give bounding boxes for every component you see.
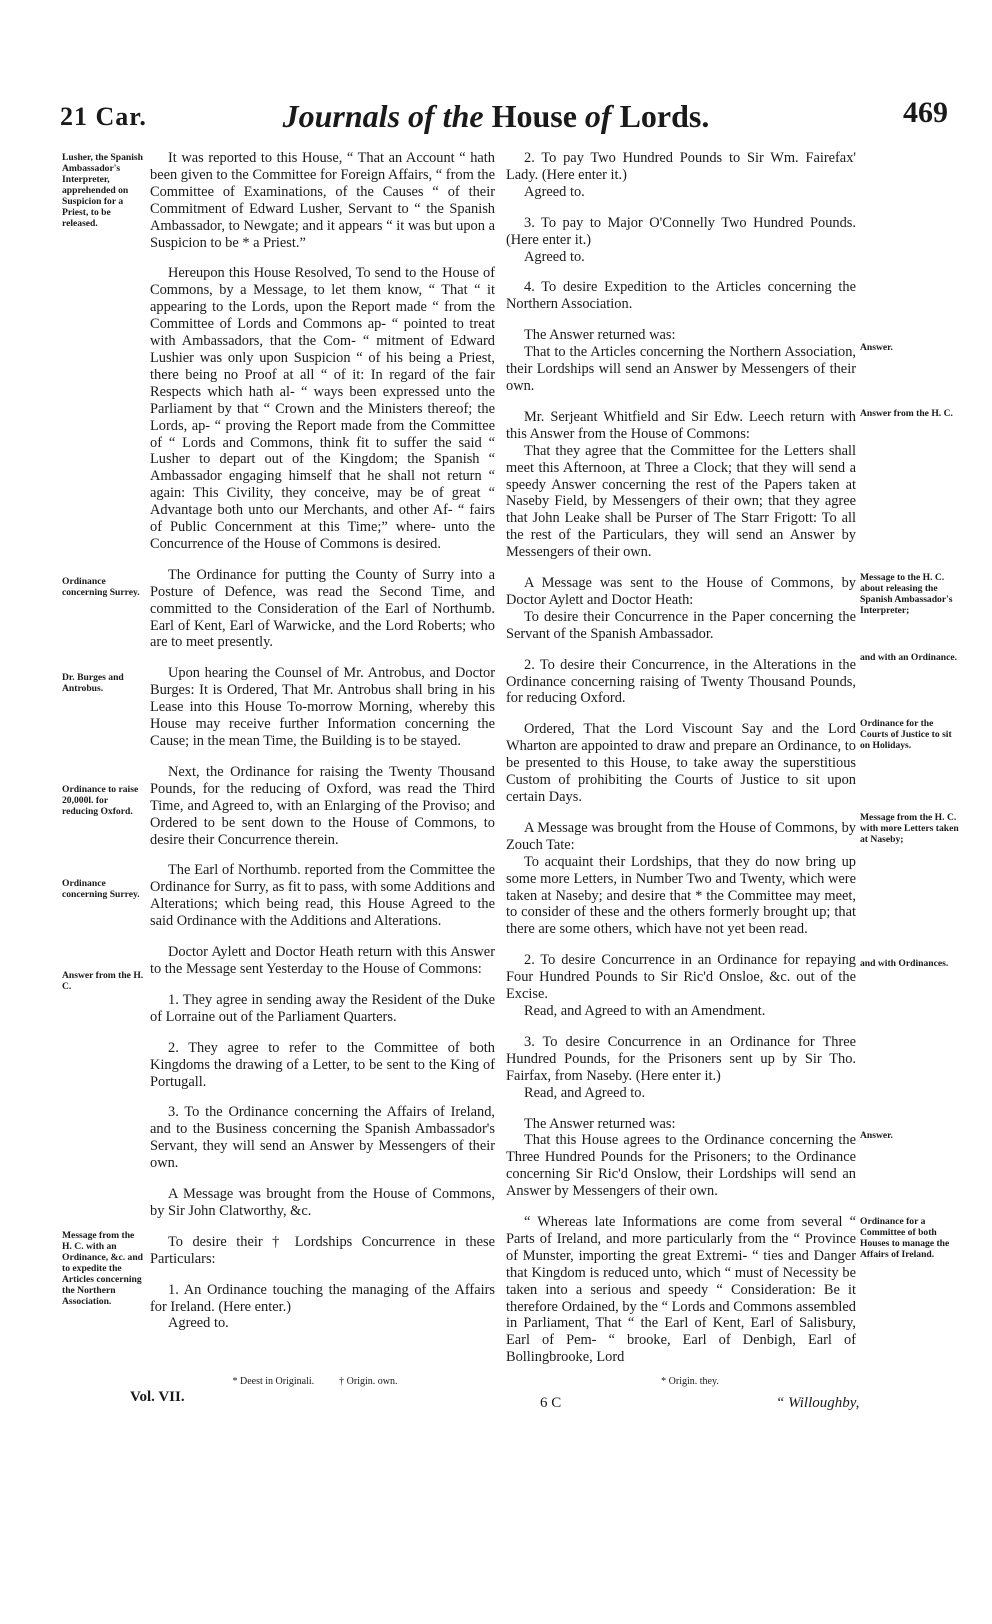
paragraph: Ordered, That the Lord Viscount Say and the Lord Wharton are appointed to draw and prepare an Ordinance, to be presented to this House, to take away the superstitious Custom of prohibiting the Courts of Justice to sit upon certain Days. xyxy=(506,721,856,805)
paragraph: Doctor Aylett and Doctor Heath return with this Answer to the Message sent Yesterday to the House of Commons: xyxy=(150,944,495,977)
paragraph: A Message was brought from the House of Commons, by Sir John Clatworthy, &c. xyxy=(150,1186,495,1219)
paragraph: Next, the Ordinance for raising the Twenty Thousand Pounds, for the reducing of Oxford, was read the Third Time, and Agreed to, with an Enlarging of the Proviso; and Ordered to be sent down to the House of Commons, to desire their Concurrence therein. xyxy=(150,763,495,848)
paragraph: 3. To pay to Major O'Connelly Two Hundred Pounds. (Here enter it.) xyxy=(506,214,856,248)
title-of-the: of the xyxy=(400,98,492,134)
title-journals: Journals xyxy=(282,98,401,134)
footer-left xyxy=(130,1376,500,1406)
margin-note: Message from the H. C. with an Ordinance, &c. and to expedite the Articles concerning the Northern Association. xyxy=(62,1230,144,1307)
paragraph: Upon hearing the Counsel of Mr. Antrobus, and Doctor Burges: It is Ordered, That Mr. Antrobus shall bring in his Lease into this House To-morrow Morning, whereby this House may receive further Information concerning the Cause; in the mean Time, the Building is to be stayed. xyxy=(150,665,495,749)
paragraph: That to the Articles concerning the Northern Association, their Lordships will send an Answer by Messengers of their own. xyxy=(506,344,856,394)
paragraph: The Ordinance for putting the County of Surry into a Posture of Defence, was read the Second Time, and committed to the Consideration of the Earl of Northumb. Earl of Kent, Earl of Warwicke, and the Lord Roberts; who are to meet presently. xyxy=(150,566,495,651)
paragraph: The Earl of Northumb. reported from the Committee the Ordinance for Surry, as fit to pass, with some Additions and Alterations; which being read, this House Agreed to the said Ordinance with the Additions and Alterations. xyxy=(150,862,495,930)
footnote-1: * Deest in Originali. xyxy=(232,1376,315,1387)
paragraph: 3. To desire Concurrence in an Ordinance for Three Hundred Pounds, for the Prisoners sent up by Sir Tho. Fairfax, from Naseby. (Here enter it.) xyxy=(506,1033,856,1084)
margin-note: Dr. Burges and Antrobus. xyxy=(62,672,124,694)
paragraph: The Answer returned was: xyxy=(524,1115,676,1132)
paragraph: 2. To desire Concurrence in an Ordinance for repaying Four Hundred Pounds to Sir Ric'd Onsloe, &c. out of the Excise. xyxy=(506,952,856,1003)
right-column xyxy=(506,150,856,1380)
running-title xyxy=(0,98,992,135)
footnote-2: † Origin. own. xyxy=(339,1376,398,1387)
margin-note: Lusher, the Spanish Ambassador's Interpreter, apprehended on Suspicion for a Priest, to be released. xyxy=(62,152,143,229)
paragraph: Read, and Agreed to. xyxy=(524,1084,646,1101)
margin-note: and with an Ordinance. xyxy=(860,652,958,663)
margin-note: Ordinance to raise 20,000l. for reducing Oxford. xyxy=(62,784,139,817)
title-house: House xyxy=(491,98,577,134)
margin-note: Ordinance for a Committee of both Houses to manage the Affairs of Ireland. xyxy=(860,1216,950,1260)
paragraph: The Answer returned was: xyxy=(524,327,676,344)
paragraph: 2. To pay Two Hundred Pounds to Sir Wm. Fairefax' Lady. (Here enter it.) xyxy=(506,150,856,183)
paragraph: That they agree that the Committee for the Letters shall meet this Afternoon, at Three a Clock; that they will send a speedy Answer concerning the rest of the Papers taken at Naseby Field, by Messengers of their own; that they agree that John Leake shall be Purser of The Starr Frigott: To all the rest of the Particulars, they will send an Answer by Messengers of their own. xyxy=(506,442,856,561)
title-of: of xyxy=(576,98,620,134)
paragraph: That this House agrees to the Ordinance concerning the Three Hundred Pounds for the Prisoners; to the Ordinance concerning Sir Ric'd Onslow, their Lordships will send an Answer by Messengers of their own. xyxy=(506,1132,856,1200)
paragraph: 3. To the Ordinance concerning the Affairs of Ireland, and to the Business concerning the Spanish Ambassador's Servant, they will send an Answer by Messengers of their own. xyxy=(150,1104,495,1172)
paragraph: 1. An Ordinance touching the managing of the Affairs for Ireland. (Here enter.) xyxy=(150,1281,495,1315)
paragraph: Mr. Serjeant Whitfield and Sir Edw. Leech return with this Answer from the House of Commons: xyxy=(506,408,856,442)
margin-note: Ordinance for the Courts of Justice to sit on Holidays. xyxy=(860,718,952,751)
footnote: * Origin. they. xyxy=(661,1376,719,1387)
paragraph: It was reported to this House, “ That an Account “ hath been given to the Committee for Foreign Affairs, “ from the Committee of Examinations, of the Causes “ of their Commitment of Edward Lusher, Servant to “ the Spanish Ambassador, to Newgate; and it appears “ it was but upon a Suspicion to be * a Priest.” xyxy=(150,150,495,251)
paragraph: To acquaint their Lordships, that they do now bring up some more Letters, in Number Two and Twenty, which were taken at Naseby; and desire that * the Committee may meet, to consider of these and the others formerly brought up; that there are some others, which have not yet been read. xyxy=(506,853,856,938)
margin-note: Message from the H. C. with more Letters taken at Naseby; xyxy=(860,812,959,845)
paragraph: “ Whereas late Informations are come from several “ Parts of Ireland, and more particularly from the “ Province of Munster, importing the great Extremi- “ ties and Danger that Kingdom is reduced unto, which “ must of Necessity be taken into a serious and speedy “ Consideration: Be it therefore Ordained, by the “ Lords and Commons assembled in Parliament, That “ the Earl of Kent, Earl of Salisbury, Earl of Pem- “ brooke, Earl of Denbigh, Earl of Bollingbrooke, Lord xyxy=(506,1214,856,1366)
paragraph: Agreed to. xyxy=(168,1315,229,1332)
paragraph: Agreed to. xyxy=(524,248,585,265)
regnal-year: 21 Car. xyxy=(60,102,147,131)
margin-note: and with Ordinances. xyxy=(860,958,949,969)
paragraph: A Message was sent to the House of Commons, by Doctor Aylett and Doctor Heath: xyxy=(506,575,856,608)
margin-note: Answer. xyxy=(860,342,893,353)
margin-note: Answer from the H. C. xyxy=(860,408,953,419)
paragraph: 1. They agree in sending away the Resident of the Duke of Lorraine out of the Parliament Quarters. xyxy=(150,991,495,1025)
paragraph: Read, and Agreed to with an Amendment. xyxy=(524,1002,766,1019)
margin-note: Ordinance concerning Surrey. xyxy=(62,878,140,900)
page-number: 469 xyxy=(903,96,948,129)
paragraph: Hereupon this House Resolved, To send to the House of Commons, by a Message, to let them know, “ That “ it appearing to the Lords, upon the Report made “ from the Committee of Lords and Commons ap- “ pointed to treat with Ambassadors, that the Com- “ mitment of Edward Lushier was only upon Suspicion “ of his being a Priest, there being no Proof at all “ of it: In regard of the fair Respects which hath al- “ ways been expressed unto the Parliament by that “ Crown and the Ministers thereof; the Lords, ap- “ proving the Report made from the Committee of “ Lords and Commons, think fit to suffer the said “ Lusher to depart out of the Kingdom; the Spanish “ Ambassador engaging himself that he shall not return “ again: This Civility, they conceive, may be of great “ Advantage both unto our Merchants, and other Af- “ fairs of Public Concernment at this Time;” where- unto the Concurrence of the House of Commons is desired. xyxy=(150,265,495,552)
margin-note: Answer from the H. C. xyxy=(62,970,144,992)
paragraph: 2. To desire their Concurrence, in the Alterations in the Ordinance concerning raising of Twenty Thousand Pounds, for reducing Oxford. xyxy=(506,656,856,707)
page-header xyxy=(0,0,992,150)
margin-note: Answer. xyxy=(860,1130,893,1141)
paragraph: 2. They agree to refer to the Committee of both Kingdoms the drawing of a Letter, to be sent to the King of Portugall. xyxy=(150,1039,495,1090)
margin-note: Message to the H. C. about releasing the Spanish Ambassador's Interpreter; xyxy=(860,572,953,616)
catchword: “ Willoughby, xyxy=(776,1395,860,1411)
footer-right xyxy=(510,1376,870,1387)
footnote xyxy=(130,1376,500,1387)
paragraph: To desire their † Lordships Concurrence in these Particulars: xyxy=(150,1233,495,1267)
volume-label: Vol. VII. xyxy=(130,1389,185,1405)
paragraph: 4. To desire Expedition to the Articles concerning the Northern Association. xyxy=(506,279,856,313)
signature-mark: 6 C xyxy=(540,1395,562,1411)
margin-note: Ordinance concerning Surrey. xyxy=(62,576,140,598)
left-column xyxy=(150,150,495,1346)
paragraph: To desire their Concurrence in the Paper concerning the Servant of the Spanish Ambassador. xyxy=(506,608,856,642)
paragraph: A Message was brought from the House of Commons, by Zouch Tate: xyxy=(506,819,856,853)
paragraph: Agreed to. xyxy=(524,183,585,200)
title-lords: Lords. xyxy=(619,98,710,134)
